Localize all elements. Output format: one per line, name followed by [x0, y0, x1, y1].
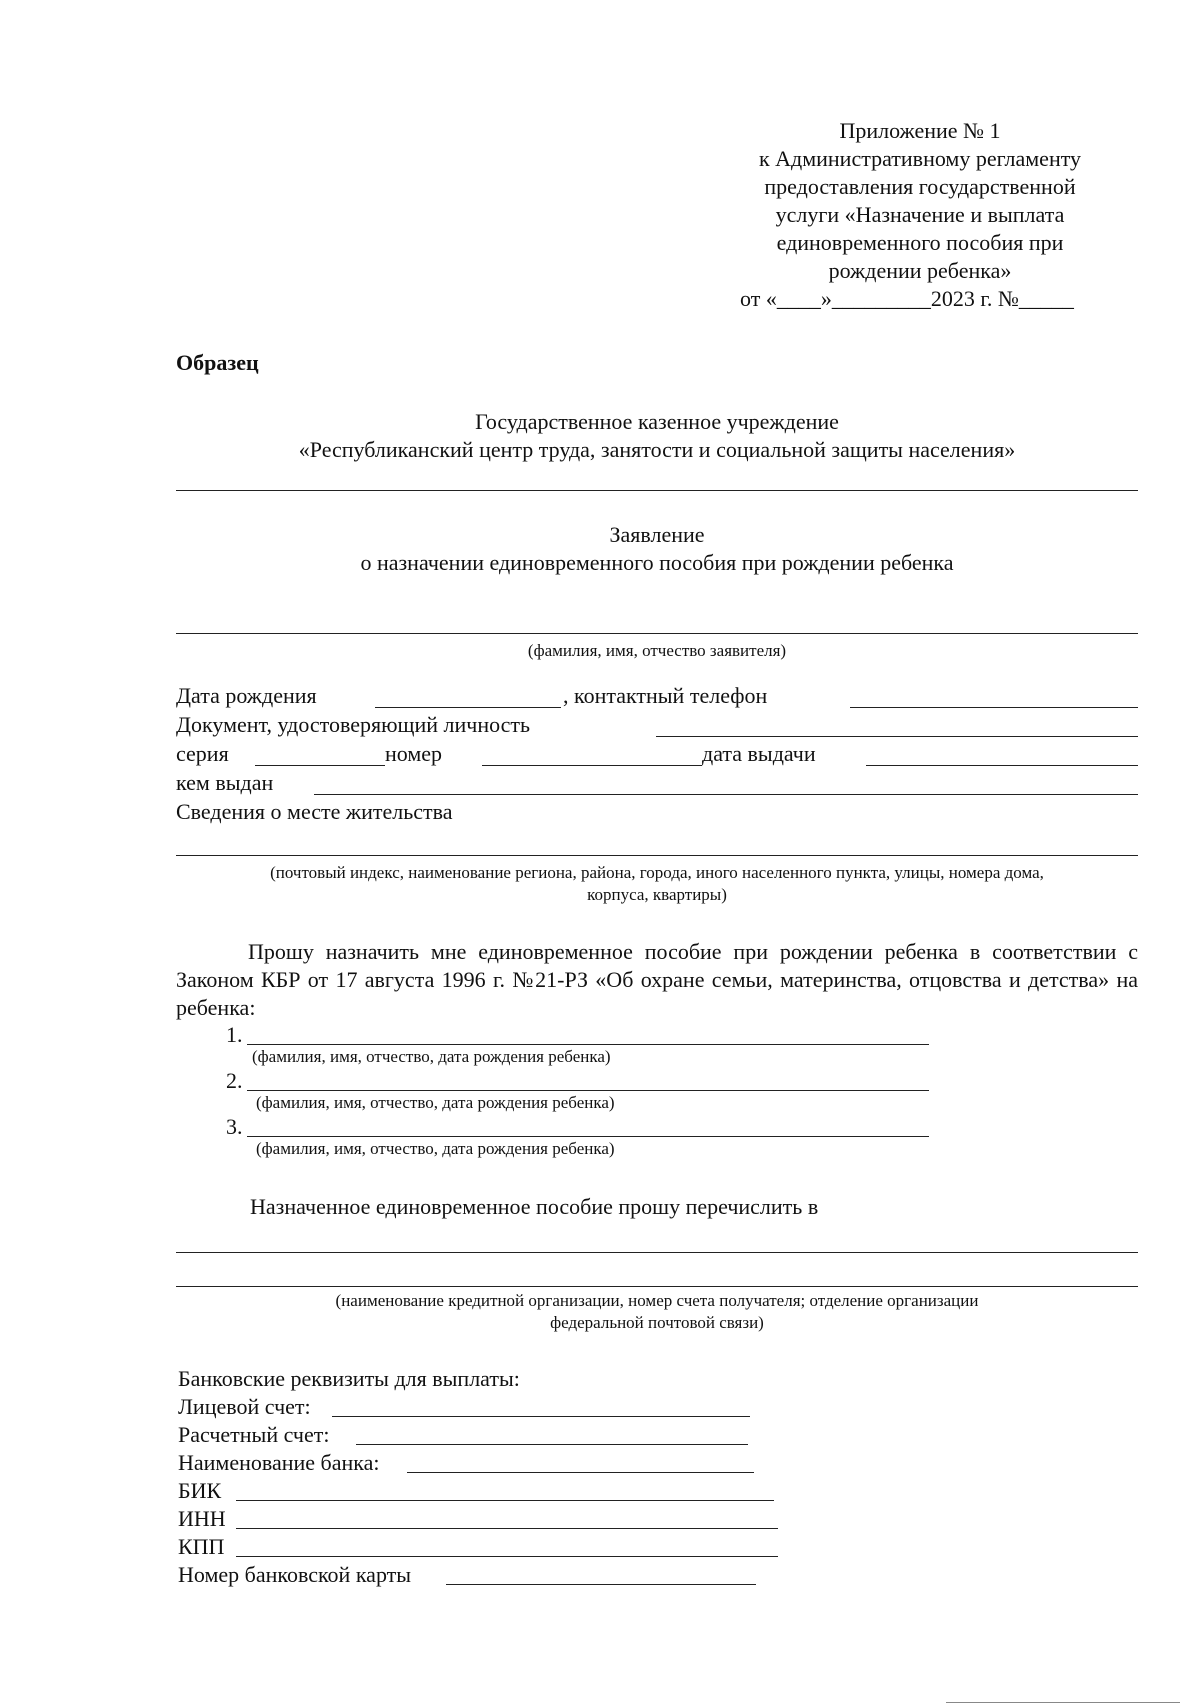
child-2-field[interactable]	[247, 1090, 929, 1091]
series-label: серия	[176, 741, 229, 766]
residence-label: Сведения о месте жительства	[176, 799, 453, 824]
transfer-caption-line-2: федеральной почтовой связи)	[550, 1313, 764, 1332]
card-number-label: Номер банковской карты	[178, 1562, 412, 1587]
issued-by-label: кем выдан	[176, 770, 274, 795]
card-number-field[interactable]	[446, 1584, 756, 1585]
child-3-field[interactable]	[247, 1136, 929, 1137]
series-field[interactable]	[255, 765, 385, 766]
phone-field[interactable]	[850, 707, 1138, 708]
applicant-name-caption: (фамилия, имя, отчество заявителя)	[527, 641, 787, 660]
appendix-line-4: услуги «Назначение и выплата	[775, 202, 1065, 227]
address-caption-line-1: (почтовый индекс, наименование региона, района, города, иного населенного пункта, улицы, номера дома,	[270, 863, 1044, 882]
child-2-caption: (фамилия, имя, отчество, дата рождения ребенка)	[256, 1093, 615, 1112]
bik-label: БИК	[178, 1478, 222, 1503]
transfer-text: Назначенное единовременное пособие прошу перечислить в	[250, 1194, 819, 1219]
appendix-line-1: Приложение № 1	[839, 118, 1001, 143]
number-label: номер	[385, 741, 443, 766]
personal-account-field[interactable]	[332, 1416, 750, 1417]
personal-account-label: Лицевой счет:	[178, 1394, 311, 1419]
kpp-field[interactable]	[236, 1556, 778, 1557]
institution-line-2: «Республиканский центр труда, занятости и социальной защиты населения»	[298, 437, 1016, 462]
residence-field[interactable]	[176, 855, 1138, 856]
child-1-caption: (фамилия, имя, отчество, дата рождения ребенка)	[252, 1047, 611, 1066]
settlement-account-label: Расчетный счет:	[178, 1422, 330, 1447]
appendix-line-5: единовременного пособия при	[776, 230, 1064, 255]
document-title: Заявление	[609, 522, 705, 547]
child-3-caption: (фамилия, имя, отчество, дата рождения ребенка)	[256, 1139, 615, 1158]
appendix-line-2: к Административному регламенту	[758, 146, 1082, 171]
document-subtitle: о назначении единовременного пособия при рождении ребенка	[360, 550, 954, 575]
bik-field[interactable]	[236, 1500, 774, 1501]
request-paragraph: Прошу назначить мне единовременное пособие при рождении ребенка в соответствии с Законом КБР от 17 августа 1996 г. №21-РЗ «Об охране семьи, материнства, отцовства и детства» на ребенка:	[176, 939, 1138, 1020]
address-caption-line-2: корпуса, квартиры)	[587, 885, 727, 904]
id-document-field[interactable]	[656, 736, 1138, 737]
birth-date-field[interactable]	[375, 707, 561, 708]
institution-line-1: Государственное казенное учреждение	[475, 409, 839, 434]
bank-name-label: Наименование банка:	[178, 1450, 380, 1475]
kpp-label: КПП	[178, 1534, 225, 1559]
issue-date-field[interactable]	[866, 765, 1138, 766]
issued-by-field[interactable]	[314, 794, 1138, 795]
issue-date-label: дата выдачи	[702, 741, 816, 766]
id-document-label: Документ, удостоверяющий личность	[176, 712, 531, 737]
bank-name-field[interactable]	[407, 1472, 754, 1473]
transfer-caption-line-1: (наименование кредитной организации, номер счета получателя; отделение организации	[335, 1291, 979, 1310]
child-2-number: 2.	[226, 1068, 243, 1093]
transfer-field-2[interactable]	[176, 1286, 1138, 1287]
inn-label: ИНН	[178, 1506, 226, 1531]
settlement-account-field[interactable]	[356, 1444, 748, 1445]
transfer-field-1[interactable]	[176, 1252, 1138, 1253]
inn-field[interactable]	[236, 1528, 778, 1529]
child-1-number: 1.	[226, 1022, 243, 1047]
institution-divider	[176, 490, 1138, 491]
child-1-field[interactable]	[247, 1044, 929, 1045]
scan-edge-line	[946, 1702, 1180, 1703]
bank-heading: Банковские реквизиты для выплаты:	[178, 1366, 520, 1391]
phone-label: , контактный телефон	[563, 683, 768, 708]
appendix-line-3: предоставления государственной	[764, 174, 1076, 199]
child-3-number: 3.	[226, 1114, 243, 1139]
appendix-line-6: рождении ребенка»	[828, 258, 1012, 283]
sample-label: Образец	[176, 350, 259, 375]
number-field[interactable]	[482, 765, 702, 766]
birth-date-label: Дата рождения	[176, 683, 317, 708]
applicant-name-field[interactable]	[176, 633, 1138, 634]
appendix-date-line: от «____»_________2023 г. №_____	[740, 286, 1074, 311]
